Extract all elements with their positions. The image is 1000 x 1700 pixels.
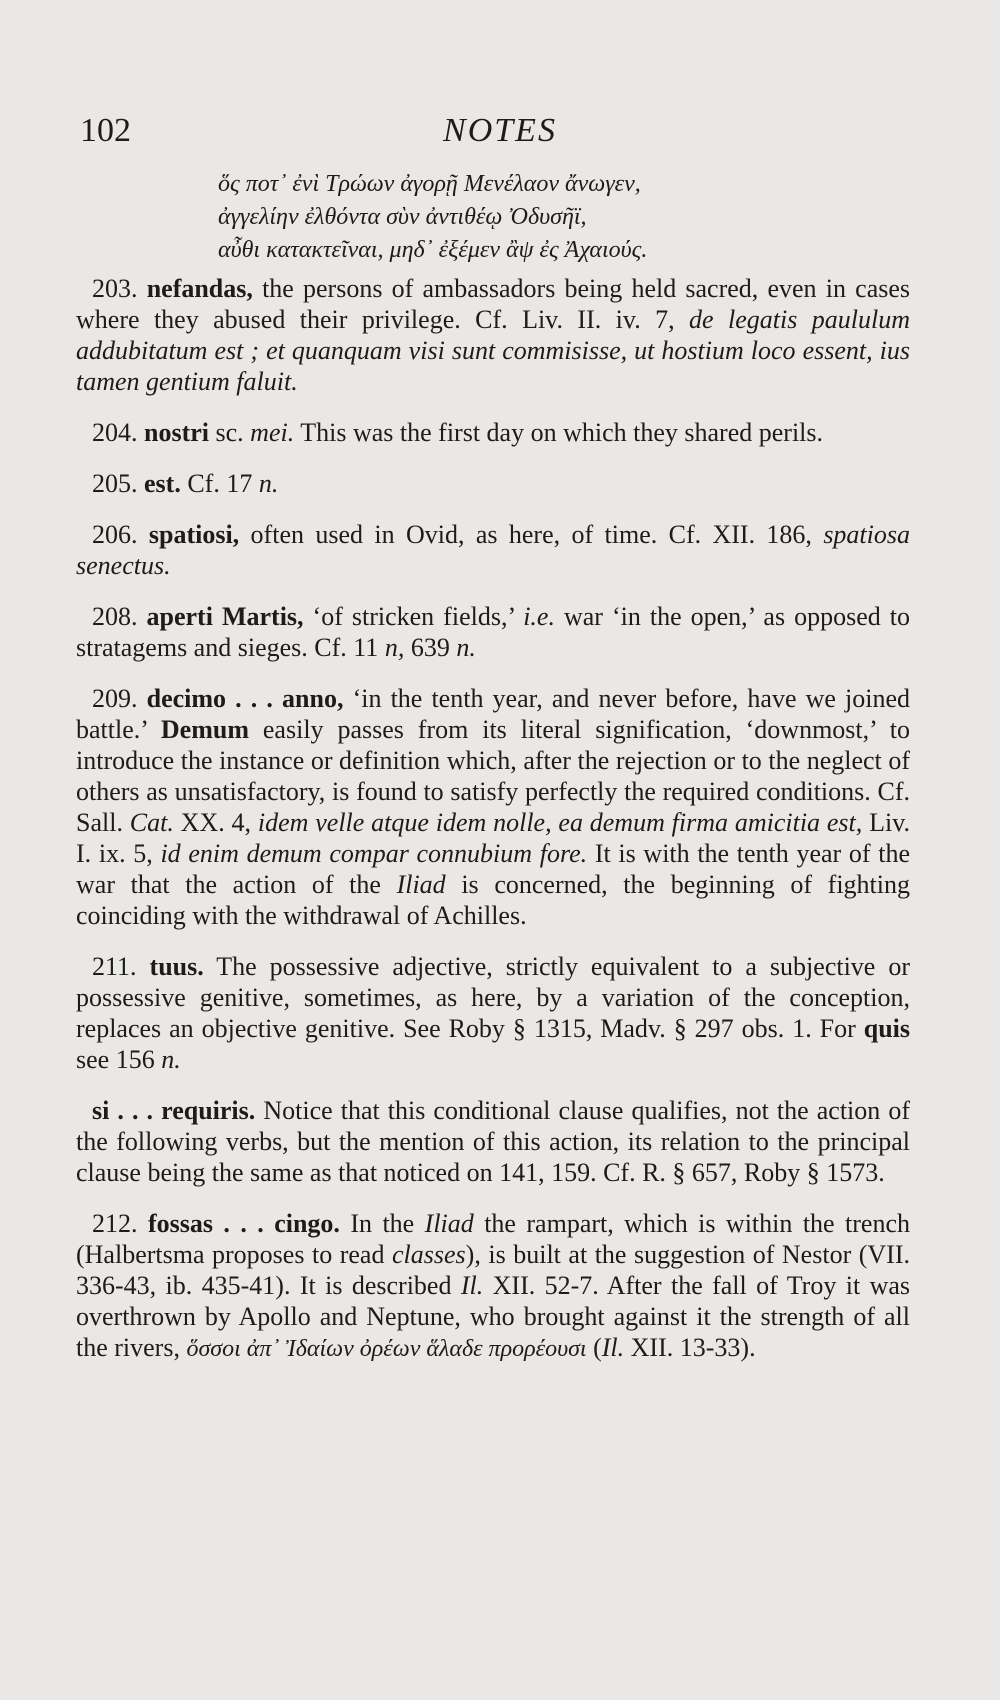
quote-line: ὅς ποτ᾽ ἐνὶ Τρώων ἀγορῇ Μενέλαον ἄνωγεν, (218, 171, 641, 197)
quote-line: ἀγγελίην ἐλθόντα σὺν ἀντιθέῳ Ὀδυσῆϊ, (218, 204, 587, 230)
latin-quotation: de legatis paululum addubitatum est ; et quanquam visi sunt commisisse, ut hostium loco essent, ius tamen gentium faluit. (76, 305, 910, 396)
italic-text: Il. (460, 1271, 484, 1300)
note-text: the persons of ambassadors being held sacred, even in cases where they abused their privilege. Cf. Liv. II. iv. 7, (76, 274, 911, 334)
lemma: Demum (160, 715, 249, 744)
note-text: ‘of stricken fields,’ (303, 602, 524, 631)
note-text: XII. 13-33). (624, 1333, 756, 1362)
note-206 (76, 519, 910, 581)
lemma: nostri (144, 418, 209, 447)
note-211 (76, 951, 910, 1075)
lemma: aperti Martis, (146, 602, 304, 631)
italic-text: n, (384, 633, 405, 662)
page-number: 102 (80, 112, 131, 149)
note-text: easily passes from its literal signification, ‘downmost,’ to introduce the instance or definition which, after the rejection or to the neglect of others as unsatisfactory, is found to satisfy perfectly the required conditions. Cf. Sall. (76, 715, 910, 837)
note-text: This was the first day on which they shared perils. (294, 418, 824, 447)
note-si-requiris (76, 1095, 910, 1188)
note-208 (76, 601, 910, 663)
italic-text: n. (258, 469, 279, 498)
line-number: 211. (92, 952, 137, 981)
latin-quotation: id enim demum compar connubium fore. (160, 839, 588, 868)
note-text: see 156 (76, 1045, 162, 1074)
line-number: 203. (92, 274, 138, 303)
line-number: 212. (92, 1209, 138, 1238)
italic-text: i.e. (523, 602, 555, 631)
running-title: NOTES (443, 112, 557, 149)
line-number: 209. (92, 684, 138, 713)
note-205 (76, 468, 910, 499)
note-text: Notice that this conditional clause qualifies, not the action of the following verbs, but the mention of this action, its relation to the principal clause being the same as that noticed on 141, 159. Cf. R. § 657, Roby § 1573. (76, 1096, 910, 1187)
italic-text: Iliad (396, 870, 446, 899)
note-text: In the (339, 1209, 425, 1238)
note-text: sc. (209, 418, 251, 447)
note-text: It is with the tenth year of the war that the action of the (76, 839, 910, 899)
line-number: 206. (92, 520, 138, 549)
note-text: Liv. I. ix. 5, (76, 808, 911, 868)
lemma: si . . . requiris. (92, 1096, 256, 1125)
lemma: fossas . . . cingo. (147, 1209, 340, 1238)
note-text: XII. 52-7. After the fall of Troy it was overthrown by Apollo and Neptune, who brought against it the strength of all the rivers, (76, 1271, 910, 1362)
note-204 (76, 417, 910, 448)
page-header (0, 112, 1000, 160)
note-203 (76, 273, 910, 397)
note-text: Cf. 17 (180, 469, 259, 498)
note-text: ‘in the tenth year, and never before, have we joined battle.’ (76, 684, 911, 744)
note-212 (76, 1208, 910, 1365)
line-number: 204. (92, 418, 138, 447)
note-209 (76, 683, 910, 931)
note-text: ( (586, 1333, 602, 1362)
lemma: quis (863, 1014, 910, 1043)
italic-text: classes (392, 1240, 466, 1269)
note-text: 639 (404, 633, 457, 662)
lemma: est. (144, 469, 181, 498)
italic-text: Cat. (129, 808, 174, 837)
lemma: nefandas, (146, 274, 253, 303)
italic-text: n. (456, 633, 476, 662)
latin-quotation: idem velle atque idem nolle, ea demum firma amicitia est, (257, 808, 863, 837)
lemma: tuus. (149, 952, 204, 981)
note-text: the rampart, which is within the trench (Halbertsma proposes to read (76, 1209, 910, 1269)
greek-quotation (218, 168, 910, 267)
lemma: decimo . . . anno, (146, 684, 344, 713)
notes-body (76, 168, 910, 1385)
lemma: spatiosi, (148, 520, 240, 549)
greek-quotation: ὅσσοι ἀπ᾽ Ἰδαίων ὀρέων ἅλαδε προρέουσι (186, 1336, 587, 1362)
note-text: often used in Ovid, as here, of time. Cf. XII. 186, (239, 520, 824, 549)
quote-line: αὖθι κατακτεῖναι, μηδ᾽ ἐξέμεν ἂψ ἐς Ἀχαιούς. (218, 237, 648, 263)
italic-text: Il. (601, 1333, 625, 1362)
italic-text: n. (161, 1045, 181, 1074)
note-text: The possessive adjective, strictly equivalent to a subjective or possessive genitive, sometimes, as here, by a variation of the conception, replaces an objective genitive. See Roby § 1315, Madv. § 297 obs. 1. For (76, 952, 910, 1043)
line-number: 205. (92, 469, 138, 498)
line-number: 208. (92, 602, 138, 631)
note-text: XX. 4, (173, 808, 258, 837)
latin-quotation: spatiosa senectus. (76, 520, 910, 580)
note-text: is concerned, the beginning of fighting coinciding with the withdrawal of Achilles. (76, 870, 910, 930)
italic-text: Iliad (424, 1209, 474, 1238)
italic-text: mei. (250, 418, 295, 447)
note-text: ), is built at the suggestion of Nestor (VII. 336-43, ib. 435-41). It is described (76, 1240, 910, 1300)
note-text: war ‘in the open,’ as opposed to stratagems and sieges. Cf. 11 (76, 602, 910, 662)
